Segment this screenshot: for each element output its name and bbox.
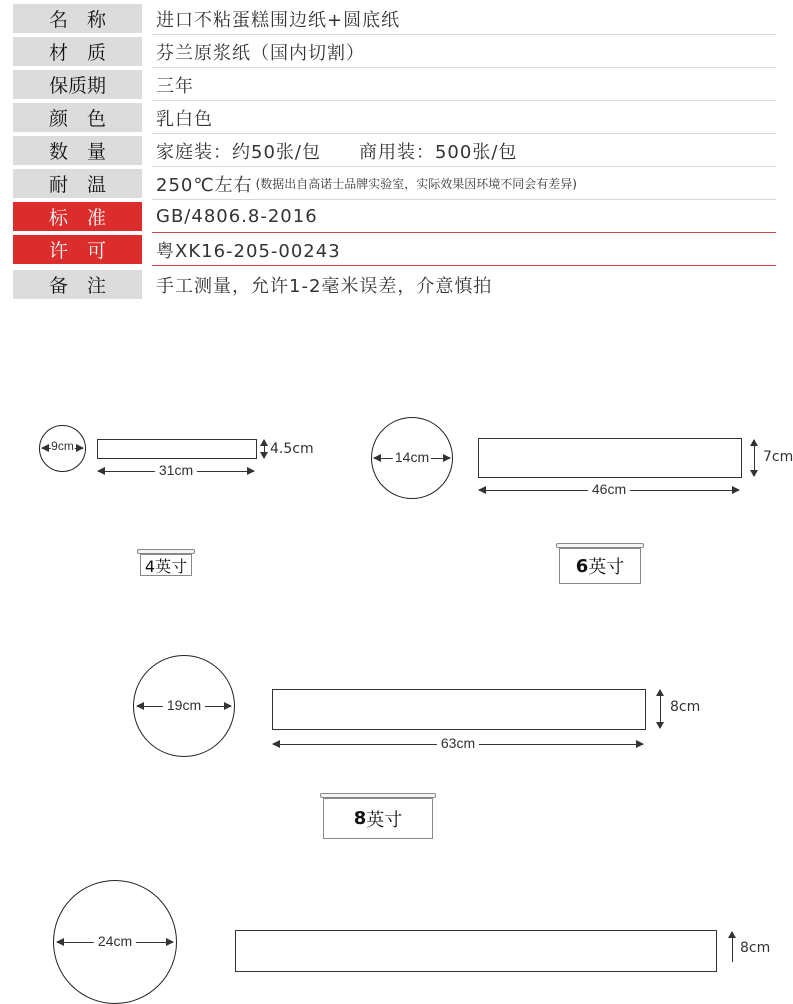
diameter-dimension	[42, 439, 83, 453]
temperature-value: 250℃左右	[156, 174, 253, 196]
spec-value	[156, 169, 776, 198]
diameter-dimension	[137, 697, 231, 713]
diameter-label: 19cm	[163, 697, 205, 713]
length-label: 31cm	[155, 462, 197, 478]
length-dimension	[98, 462, 254, 478]
spec-value: 乳白色	[156, 108, 213, 130]
length-label: 46cm	[588, 481, 630, 497]
spec-value: 芬兰原浆纸（国内切割）	[156, 42, 365, 64]
side-strip-rect	[97, 439, 257, 459]
height-label: 8cm	[740, 940, 771, 956]
pan-size-number: 6	[575, 555, 589, 577]
side-strip-rect	[272, 689, 646, 730]
spec-value: 三年	[156, 75, 194, 97]
diameter-label: 24cm	[94, 933, 136, 949]
diameter-label: 14cm	[394, 449, 430, 465]
home-pack-quantity: 家庭装：约50张/包	[156, 141, 321, 163]
spec-label: 名 称	[13, 4, 142, 33]
side-strip-rect	[478, 438, 742, 478]
height-dimension	[264, 440, 265, 458]
height-label: 7cm	[763, 449, 793, 465]
spec-row-remark	[0, 268, 790, 301]
base-paper-circle	[371, 417, 453, 499]
spec-row-color	[0, 101, 790, 134]
diameter-label: 9cm	[51, 439, 74, 453]
spec-label: 材 质	[13, 37, 142, 66]
pan-size-unit: 英寸	[588, 557, 625, 578]
base-paper-circle	[133, 655, 235, 757]
cake-pan-6-inch	[559, 546, 641, 584]
spec-value: GB/4806.8-2016	[156, 206, 318, 227]
spec-value: 进口不粘蛋糕围边纸+圆底纸	[156, 9, 401, 31]
spec-row-material	[0, 35, 790, 68]
spec-row-heat-resistance	[0, 167, 790, 200]
spec-label: 标 准	[13, 202, 142, 231]
height-dimension	[754, 440, 755, 476]
row-divider	[152, 265, 776, 266]
height-dimension	[660, 690, 661, 728]
base-paper-circle	[53, 880, 177, 1004]
length-dimension	[479, 481, 739, 497]
cake-pan-4-inch	[140, 552, 192, 576]
spec-row-standard	[0, 200, 790, 233]
height-label: 8cm	[670, 699, 701, 715]
temperature-note: (数据出自高诺士品牌实验室，实际效果因环境不同会有差异)	[255, 177, 577, 191]
spec-label: 颜 色	[13, 103, 142, 132]
diameter-dimension	[374, 449, 450, 465]
spec-row-name	[0, 2, 790, 35]
pan-size-label: 4英寸	[144, 556, 188, 576]
spec-label: 数 量	[13, 136, 142, 165]
spec-value	[156, 136, 776, 165]
length-dimension	[273, 735, 643, 751]
spec-row-shelf-life	[0, 68, 790, 101]
pan-size-unit: 英寸	[366, 809, 403, 831]
base-paper-circle	[39, 425, 86, 472]
height-dimension	[732, 932, 733, 962]
spec-row-quantity	[0, 134, 790, 167]
length-label: 63cm	[437, 735, 479, 751]
commercial-pack-quantity: 商用装：500张/包	[358, 141, 518, 163]
spec-value: 手工测量，允许1-2毫米误差，介意慎拍	[156, 275, 493, 297]
pan-size-number: 8	[353, 808, 367, 829]
side-strip-rect	[235, 930, 717, 972]
spec-label: 耐 温	[13, 169, 142, 198]
spec-label: 许 可	[13, 235, 142, 264]
height-label: 4.5cm	[270, 441, 314, 457]
spec-label: 备 注	[13, 270, 142, 299]
spec-row-license	[0, 233, 790, 266]
diameter-dimension	[57, 933, 173, 949]
spec-value: 粤XK16-205-00243	[156, 240, 341, 262]
spec-label: 保质期	[13, 70, 142, 99]
cake-pan-8-inch	[323, 796, 433, 839]
